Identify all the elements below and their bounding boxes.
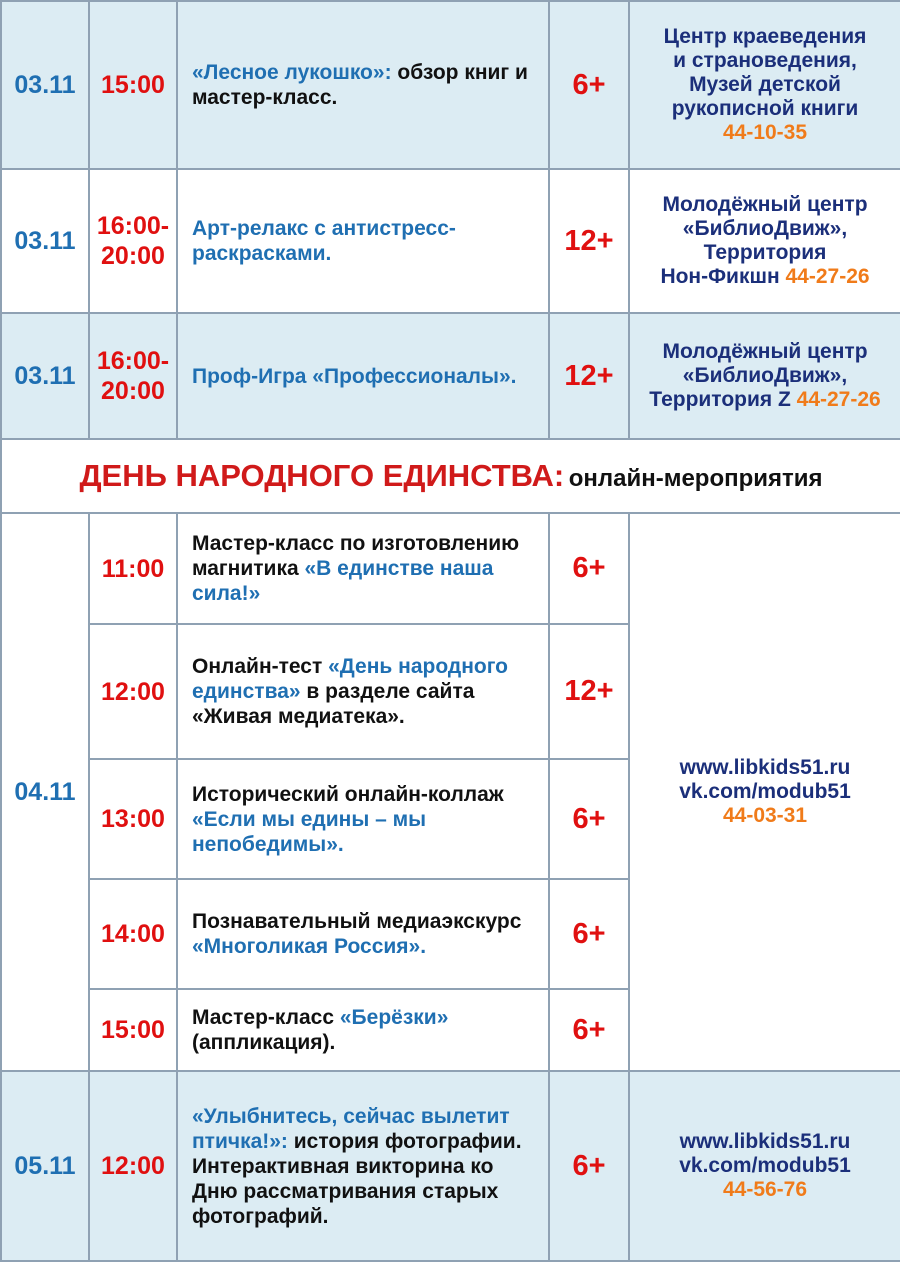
event-time: 13:00 [89, 759, 177, 879]
venue-phone: 44-27-26 [796, 388, 881, 411]
event-description [177, 169, 549, 313]
event-date: 03.11 [1, 313, 89, 439]
event-time: 16:00- 20:00 [89, 313, 177, 439]
event-row [1, 513, 900, 624]
age-rating: 12+ [549, 169, 629, 313]
event-description: Мастер-класс «Берёзки» (аппликация). [177, 989, 549, 1071]
event-time: 12:00 [89, 1071, 177, 1261]
event-description: Мастер-класс по изготовлению магнитика «В единстве наша сила!» [177, 513, 549, 624]
event-venue [629, 1071, 900, 1261]
venue-phone: 44-27-26 [785, 265, 870, 288]
event-description: «Улыбнитесь, сейчас вылетит птичка!»: история фотографии. Интерактивная викторина ко Дню рассматривания старых фотографий. [177, 1071, 549, 1261]
event-venue: Центр краеведения и страноведения, Музей детской рукописной книги 44-10-35 [629, 1, 900, 169]
event-description: Онлайн-тест «День народного единства» в разделе сайта «Живая медиатека». [177, 624, 549, 759]
venue-phone: 44-10-35 [722, 121, 808, 144]
venue-phone: 44-03-31 [722, 804, 808, 827]
event-venue: Молодёжный центр «БиблиоДвиж», Территория Нон-Фикшн 44-27-26 [629, 169, 900, 313]
event-row [1, 169, 900, 313]
event-date: 03.11 [1, 1, 89, 169]
event-venue [629, 513, 900, 1071]
event-title: «Лесное лукошко»: [192, 61, 392, 84]
event-time: 16:00- 20:00 [89, 169, 177, 313]
age-rating: 6+ [549, 759, 629, 879]
event-row [1, 1, 900, 169]
age-rating: 6+ [549, 513, 629, 624]
section-banner [1, 439, 900, 513]
website-link[interactable]: www.libkids51.ru [679, 1130, 851, 1153]
event-description: «Лесное лукошко»: обзор книг и мастер-класс. [177, 1, 549, 169]
event-time: 11:00 [89, 513, 177, 624]
age-rating: 12+ [549, 624, 629, 759]
event-row [1, 313, 900, 439]
event-title: Арт-релакс с антистресс-раскрасками. [192, 217, 456, 265]
event-time: 15:00 [89, 989, 177, 1071]
vk-link[interactable]: vk.com/modub51 [679, 1154, 851, 1177]
event-venue: Молодёжный центр «БиблиоДвиж», Территория Z 44-27-26 [629, 313, 900, 439]
event-time: 12:00 [89, 624, 177, 759]
age-rating: 6+ [549, 989, 629, 1071]
age-rating: 6+ [549, 1071, 629, 1261]
age-rating: 6+ [549, 879, 629, 989]
event-description [177, 313, 549, 439]
event-date: 03.11 [1, 169, 89, 313]
event-row [1, 1071, 900, 1261]
vk-link[interactable]: vk.com/modub51 [679, 780, 851, 803]
age-rating: 12+ [549, 313, 629, 439]
event-description: Познавательный медиаэкскурс «Многоликая Россия». [177, 879, 549, 989]
event-time: 14:00 [89, 879, 177, 989]
venue-phone: 44-56-76 [722, 1178, 808, 1201]
age-rating: 6+ [549, 1, 629, 169]
event-time: 15:00 [89, 1, 177, 169]
banner-title: ДЕНЬ НАРОДНОГО ЕДИНСТВА: [79, 458, 565, 493]
banner-subtitle: онлайн-мероприятия [568, 465, 823, 492]
event-title: Проф-Игра «Профессионалы». [192, 364, 517, 388]
event-description: Исторический онлайн-коллаж «Если мы едины – мы непобедимы». [177, 759, 549, 879]
event-title: «Улыбнитесь, сейчас вылетит птичка!»: [192, 1104, 510, 1153]
event-date: 05.11 [1, 1071, 89, 1261]
event-date: 04.11 [1, 513, 89, 1071]
website-link[interactable]: www.libkids51.ru [679, 756, 851, 779]
